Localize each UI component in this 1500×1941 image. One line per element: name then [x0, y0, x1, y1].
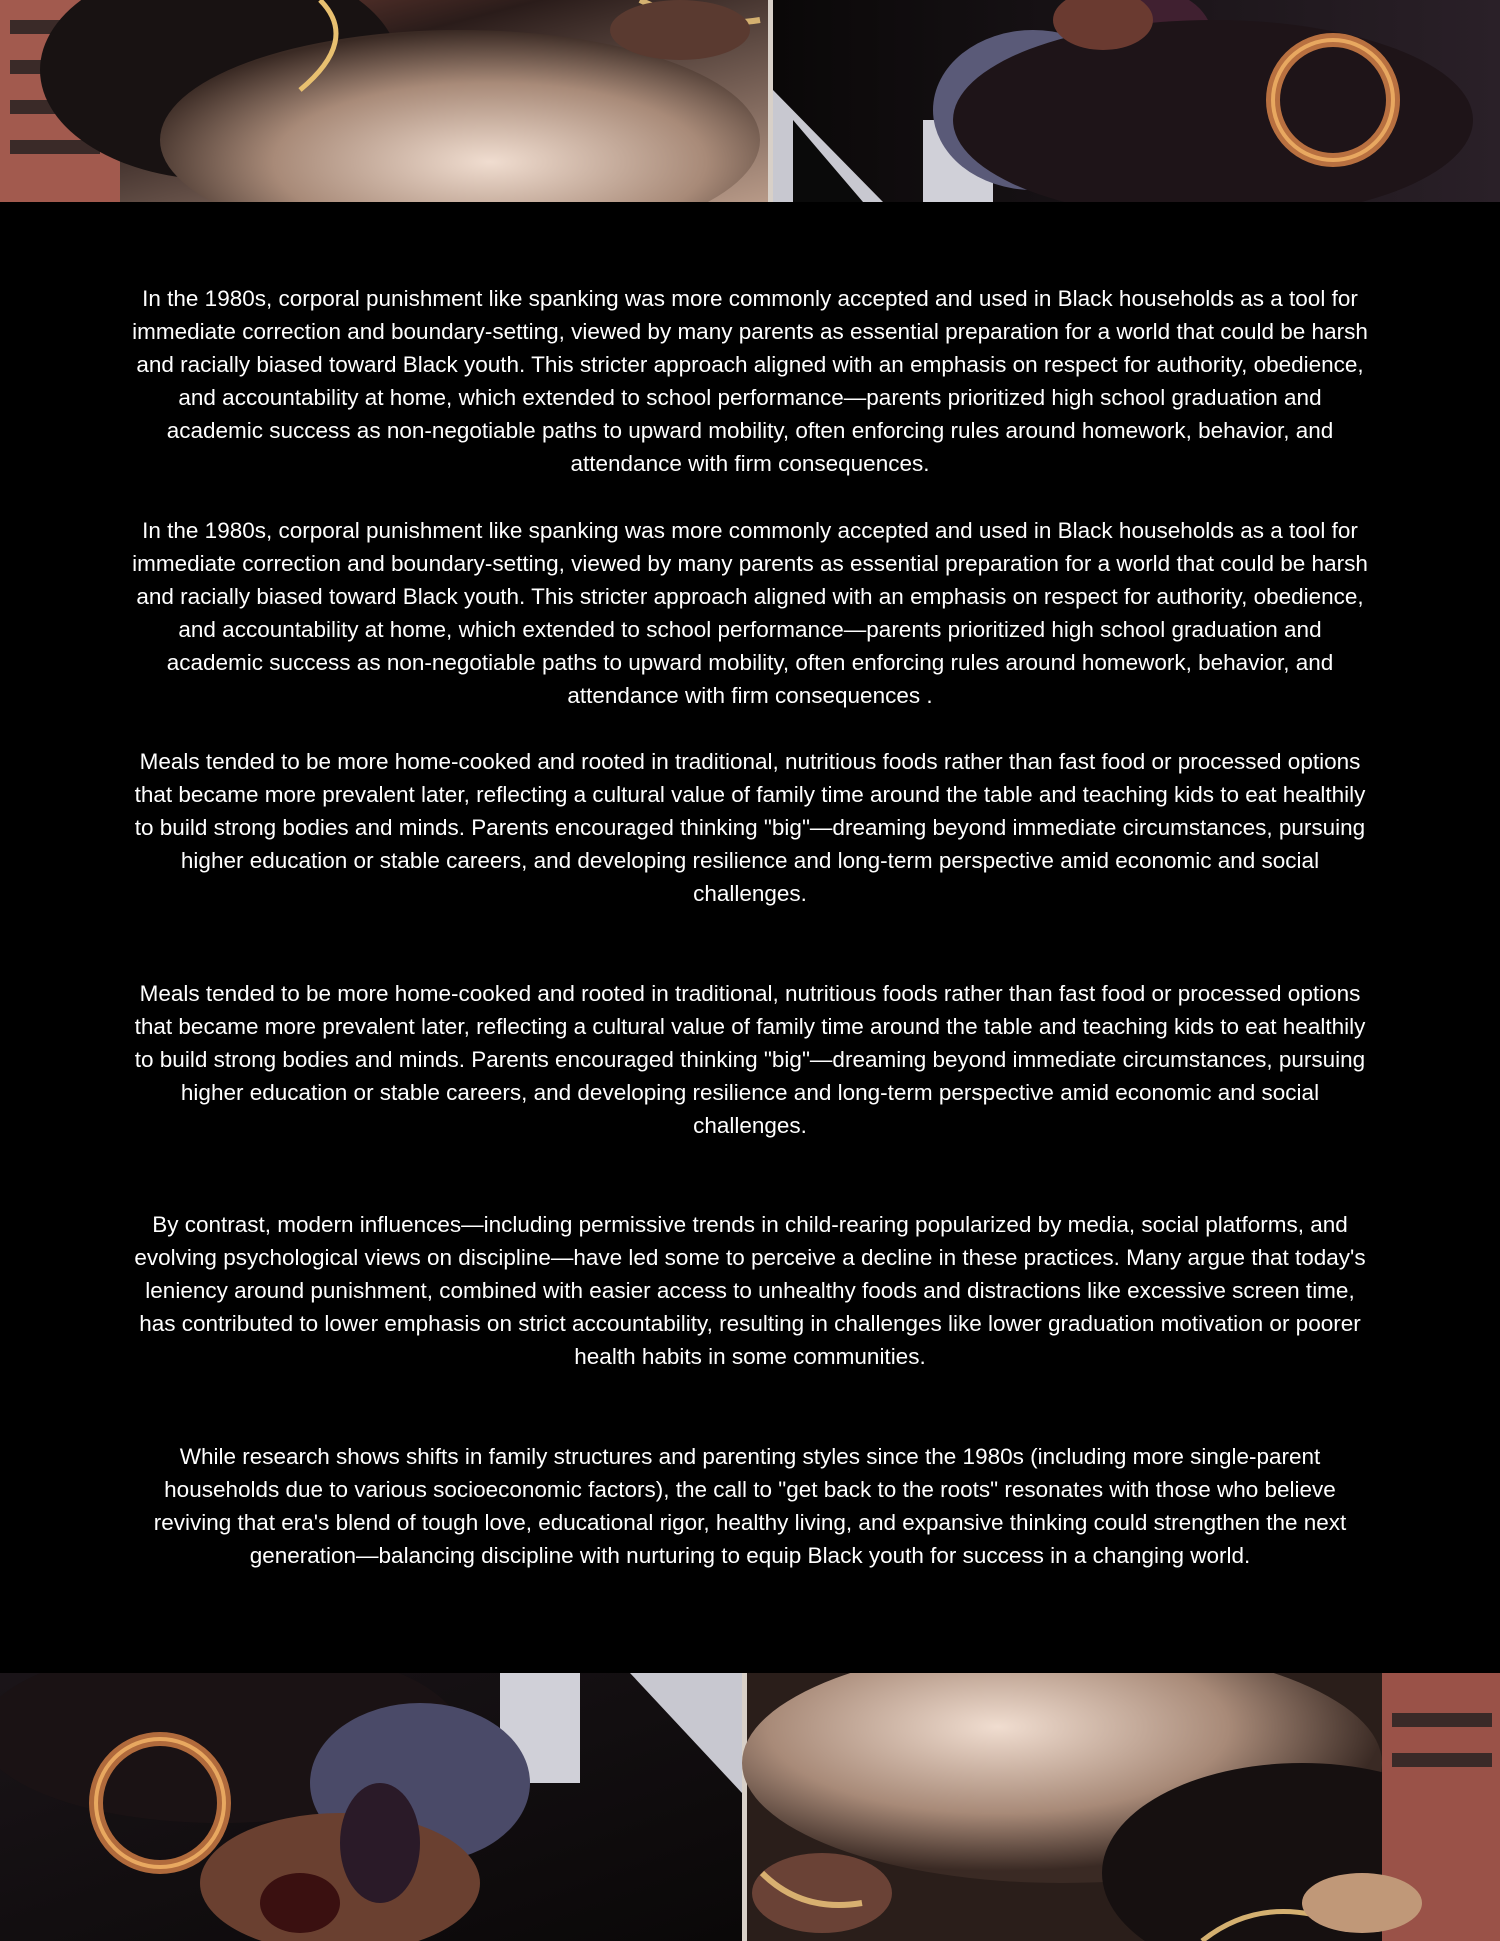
bottom-left-photo — [0, 1673, 742, 1941]
paragraph-3: Meals tended to be more home-cooked and rooted in traditional, nutritious foods rather than fast food or processed options that became more prevalent later, reflecting a cultural value of family time around the table and teaching kids to eat healthily to build strong bodies and minds. Parents encouraged thinking "big"—dreaming beyond immediate circumstances, pursuing higher education or stable careers, and developing resilience and long-term perspective amid economic and social challenges. — [134, 749, 1366, 906]
article-body — [0, 202, 1500, 1673]
top-right-photo — [773, 0, 1500, 202]
portrait-photo-fur-coat-flipped — [742, 1673, 1500, 1941]
paragraph-1: In the 1980s, corporal punishment like spanking was more commonly accepted and used in Black households as a tool for immediate correction and boundary-setting, viewed by many parents as essential preparation for a world that could be harsh and racially biased toward Black youth. This stricter approach aligned with an emphasis on respect for authority, obedience, and accountability at home, which extended to school performance—parents prioritized high school graduation and academic success as non-negotiable paths to upward mobility, often enforcing rules around homework, behavior, and attendance with firm consequences. — [132, 286, 1368, 476]
paragraph-2: In the 1980s, corporal punishment like spanking was more commonly accepted and used in Black households as a tool for immediate correction and boundary-setting, viewed by many parents as essential preparation for a world that could be harsh and racially biased toward Black youth. This stricter approach aligned with an emphasis on respect for authority, obedience, and accountability at home, which extended to school performance—parents prioritized high school graduation and academic success as non-negotiable paths to upward mobility, often enforcing rules around homework, behavior, and attendance with firm consequences . — [132, 518, 1368, 708]
portrait-photo-gold-hoops-flipped — [0, 1673, 742, 1941]
portrait-photo-fur-coat — [0, 0, 773, 202]
paragraph-6: While research shows shifts in family structures and parenting styles since the 1980s (including more single-parent households due to various socioeconomic factors), the call to "get back to the roots" resonates with those who believe reviving that era's blend of tough love, educational rigor, healthy living, and expansive thinking could strengthen the next generation—balancing discipline with nurturing to equip Black youth for success in a changing world. — [153, 1444, 1347, 1568]
portrait-photo-gold-hoops — [773, 0, 1500, 202]
paragraph-5: By contrast, modern influences—including permissive trends in child-rearing popularized by media, social platforms, and evolving psychological views on discipline—have led some to perceive a decline in these practices. Many argue that today's leniency around punishment, combined with easier access to unhealthy foods and distractions like excessive screen time, has contributed to lower emphasis on strict accountability, resulting in challenges like lower graduation motivation or poorer health habits in some communities. — [134, 1212, 1366, 1369]
top-left-photo — [0, 0, 773, 202]
bottom-photo-strip — [0, 1673, 1500, 1941]
paragraph-4: Meals tended to be more home-cooked and rooted in traditional, nutritious foods rather than fast food or processed options that became more prevalent later, reflecting a cultural value of family time around the table and teaching kids to eat healthily to build strong bodies and minds. Parents encouraged thinking "big"—dreaming beyond immediate circumstances, pursuing higher education or stable careers, and developing resilience and long-term perspective amid economic and social challenges. — [134, 981, 1366, 1138]
bottom-right-photo — [742, 1673, 1500, 1941]
top-photo-strip — [0, 0, 1500, 202]
